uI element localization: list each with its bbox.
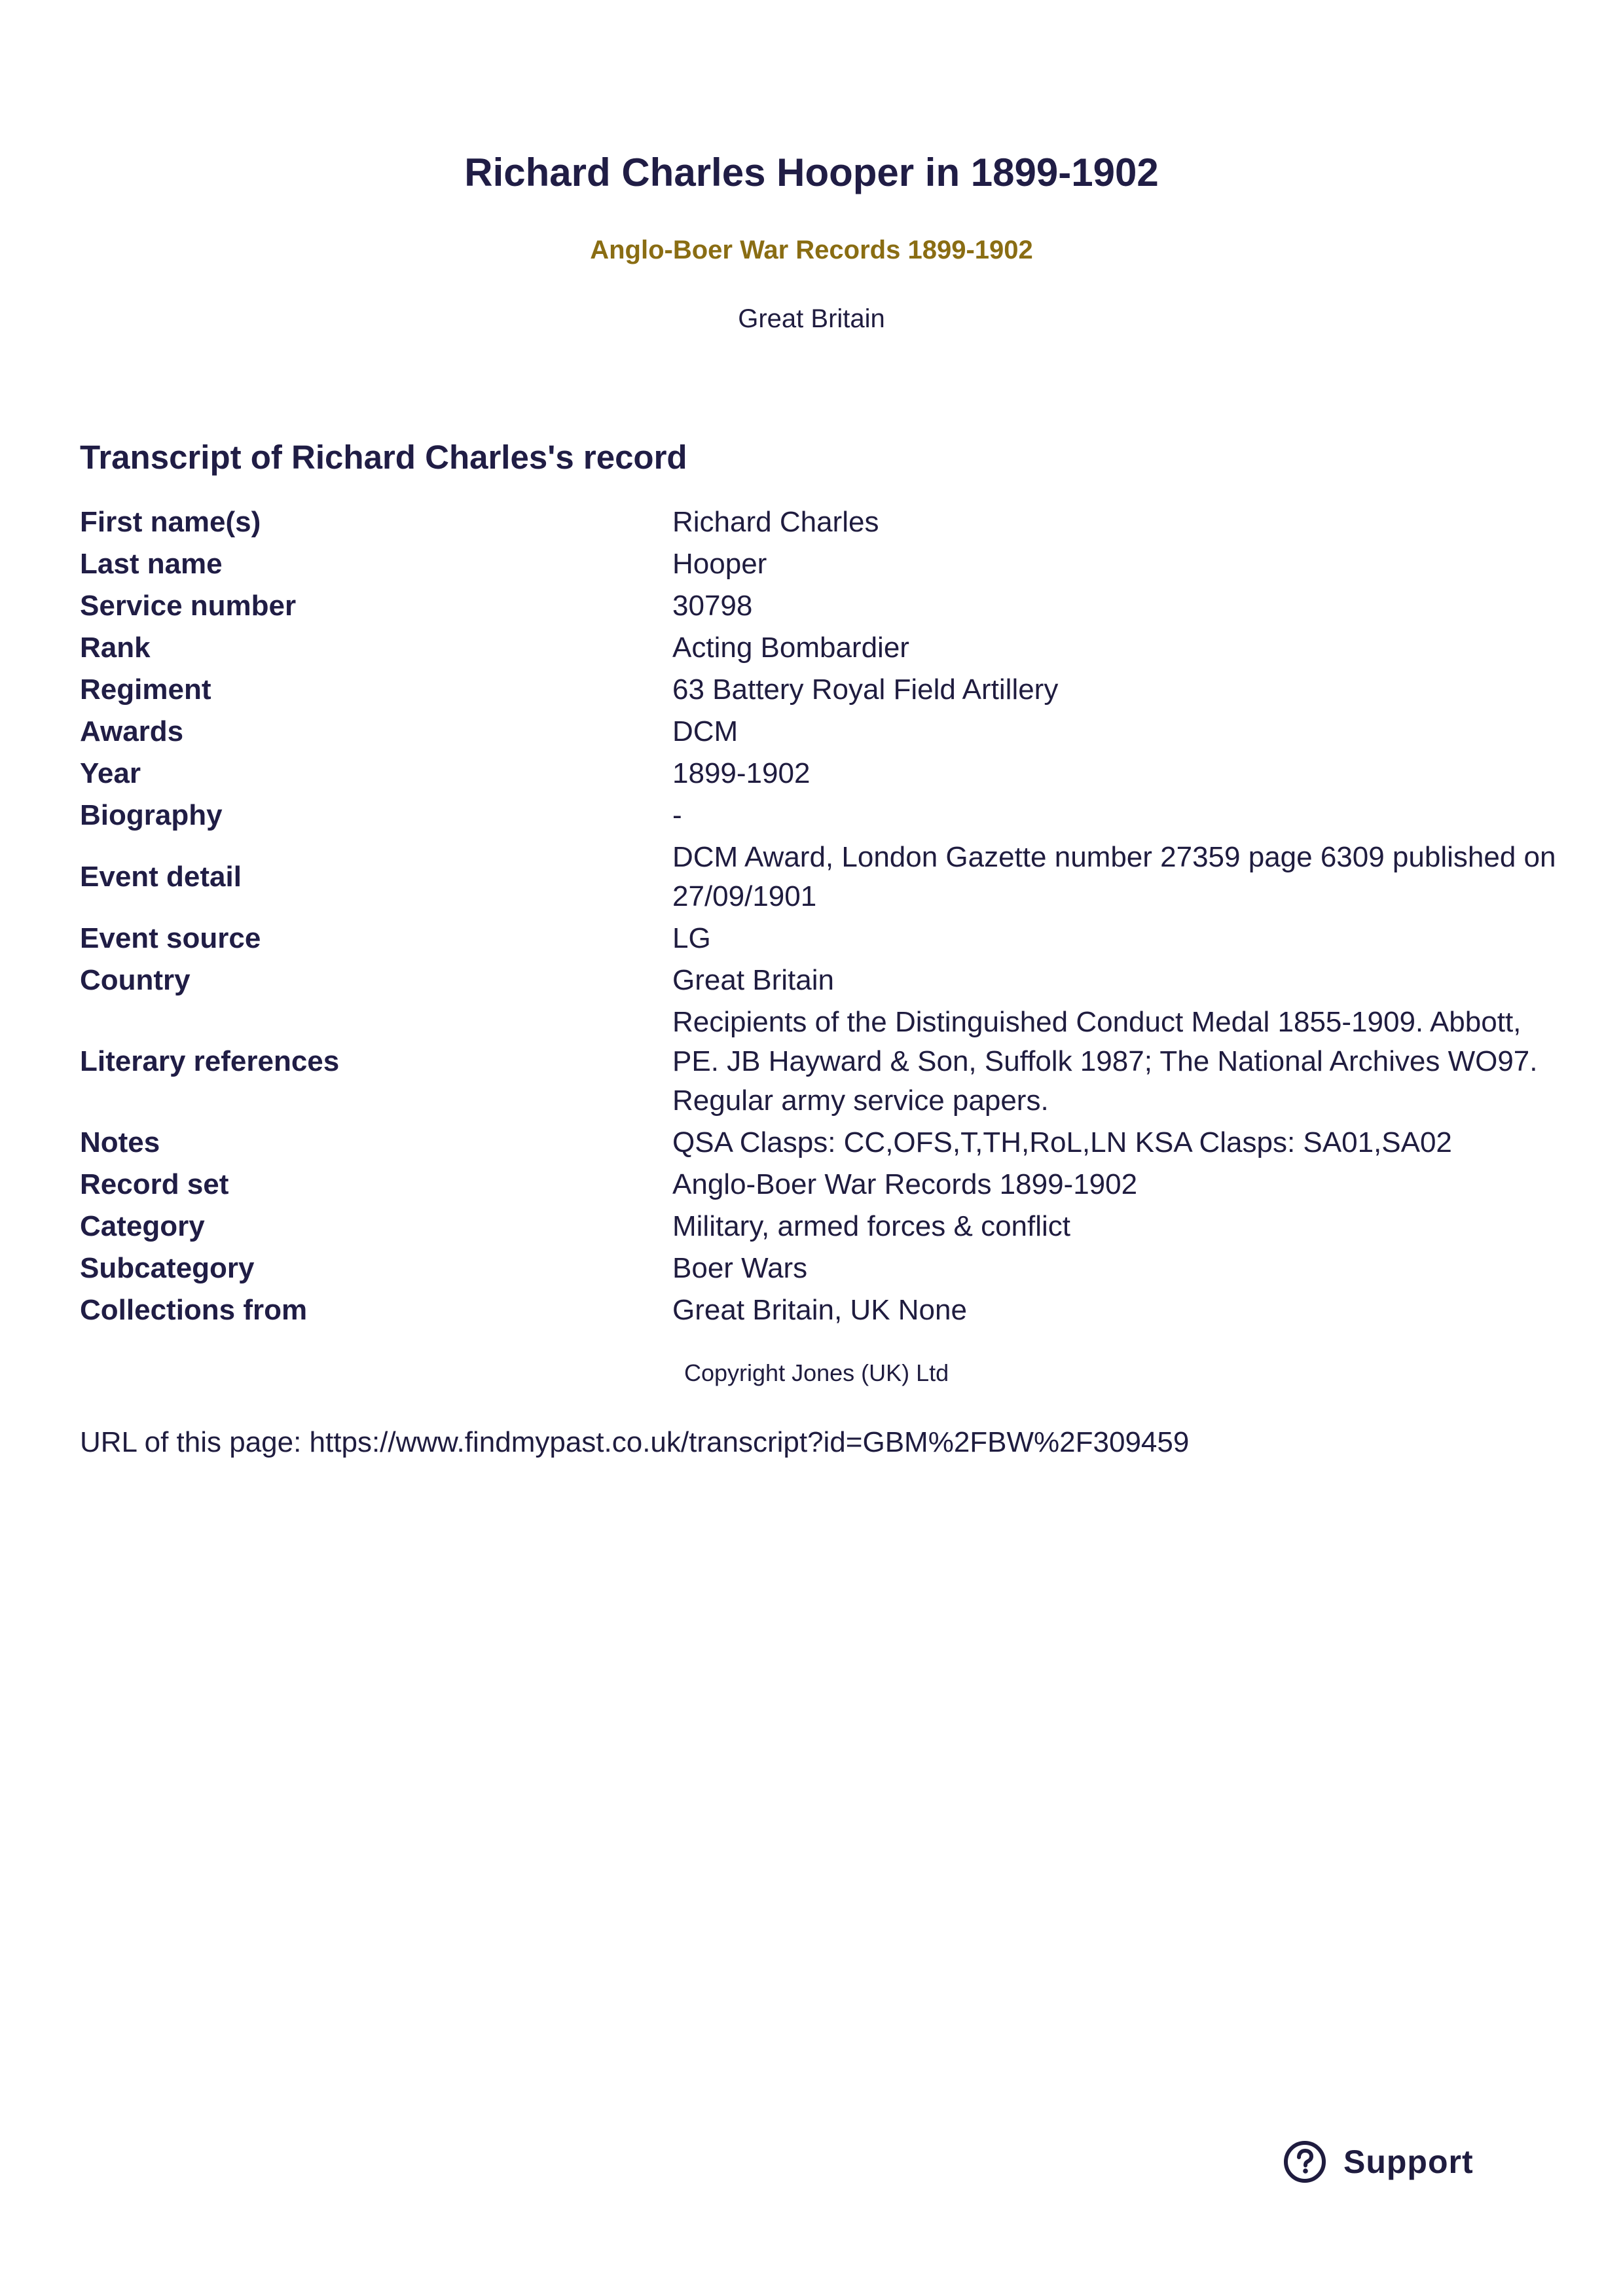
record-row-last-name [80,545,1559,584]
record-label: Service number [80,590,297,622]
record-label: Category [80,1210,205,1242]
record-value: Anglo-Boer War Records 1899-1902 [672,1168,1138,1200]
record-value: Recipients of the Distinguished Conduct Medal 1855-1909. Abbott, PE. JB Hayward & Son, Suffolk 1987; The National Archives WO97. Regular army service papers. [672,1006,1538,1117]
record-value: DCM Award, London Gazette number 27359 page 6309 published on 27/09/1901 [672,841,1556,912]
record-row-awards [80,712,1559,751]
record-row-country [80,961,1559,1000]
record-label: Rank [80,632,151,664]
record-label: Regiment [80,673,211,706]
record-value: Richard Charles [672,506,879,538]
page-title: Richard Charles Hooper in 1899-1902 [464,151,1159,194]
transcript-table [80,503,1559,1333]
record-row-record-set [80,1165,1559,1204]
record-row-literary-references [80,1003,1559,1121]
record-value: Great Britain, UK None [672,1294,967,1326]
record-row-first-names [80,503,1559,542]
record-label: Event detail [80,861,242,893]
record-value: Boer Wars [672,1252,808,1284]
record-label: Collections from [80,1294,308,1326]
record-label: Last name [80,548,223,580]
record-value: LG [672,922,711,954]
record-label: Record set [80,1168,229,1200]
record-label: Notes [80,1126,160,1158]
record-value: Hooper [672,548,767,580]
record-label: Biography [80,799,223,831]
record-label: Year [80,757,141,789]
record-value: Military, armed forces & conflict [672,1210,1071,1242]
record-value: DCM [672,715,739,747]
record-row-year [80,754,1559,793]
record-label: Country [80,964,191,996]
record-value: Great Britain [672,964,834,996]
record-value: - [672,799,682,831]
record-set-subtitle: Anglo-Boer War Records 1899-1902 [590,236,1033,264]
record-row-biography [80,796,1559,835]
record-label: Awards [80,715,184,747]
copyright-notice: Copyright Jones (UK) Ltd [684,1359,949,1386]
record-row-event-source [80,919,1559,958]
record-value: 30798 [672,590,753,622]
record-value: QSA Clasps: CC,OFS,T,TH,RoL,LN KSA Clasps: SA01,SA02 [672,1126,1452,1158]
country-subtitle: Great Britain [738,304,885,333]
record-label: Subcategory [80,1252,255,1284]
record-value: 63 Battery Royal Field Artillery [672,673,1059,706]
record-row-subcategory [80,1249,1559,1288]
record-label: First name(s) [80,506,261,538]
record-row-regiment [80,670,1559,709]
record-row-service-number [80,586,1559,626]
record-row-collections-from [80,1291,1559,1330]
transcript-heading: Transcript of Richard Charles's record [80,439,687,476]
page-url: URL of this page: https://www.findmypast.co.uk/transcript?id=GBM%2FBW%2F309459 [80,1426,1190,1458]
record-row-rank [80,628,1559,668]
record-row-notes [80,1123,1559,1162]
record-label: Literary references [80,1045,340,1077]
record-row-event-detail [80,838,1559,916]
support-label: Support [1343,2144,1474,2180]
record-value: 1899-1902 [672,757,811,789]
support-button[interactable] [1283,2140,1474,2183]
record-row-category [80,1207,1559,1246]
record-value: Acting Bombardier [672,632,909,664]
question-circle-icon [1283,2140,1326,2183]
record-label: Event source [80,922,261,954]
